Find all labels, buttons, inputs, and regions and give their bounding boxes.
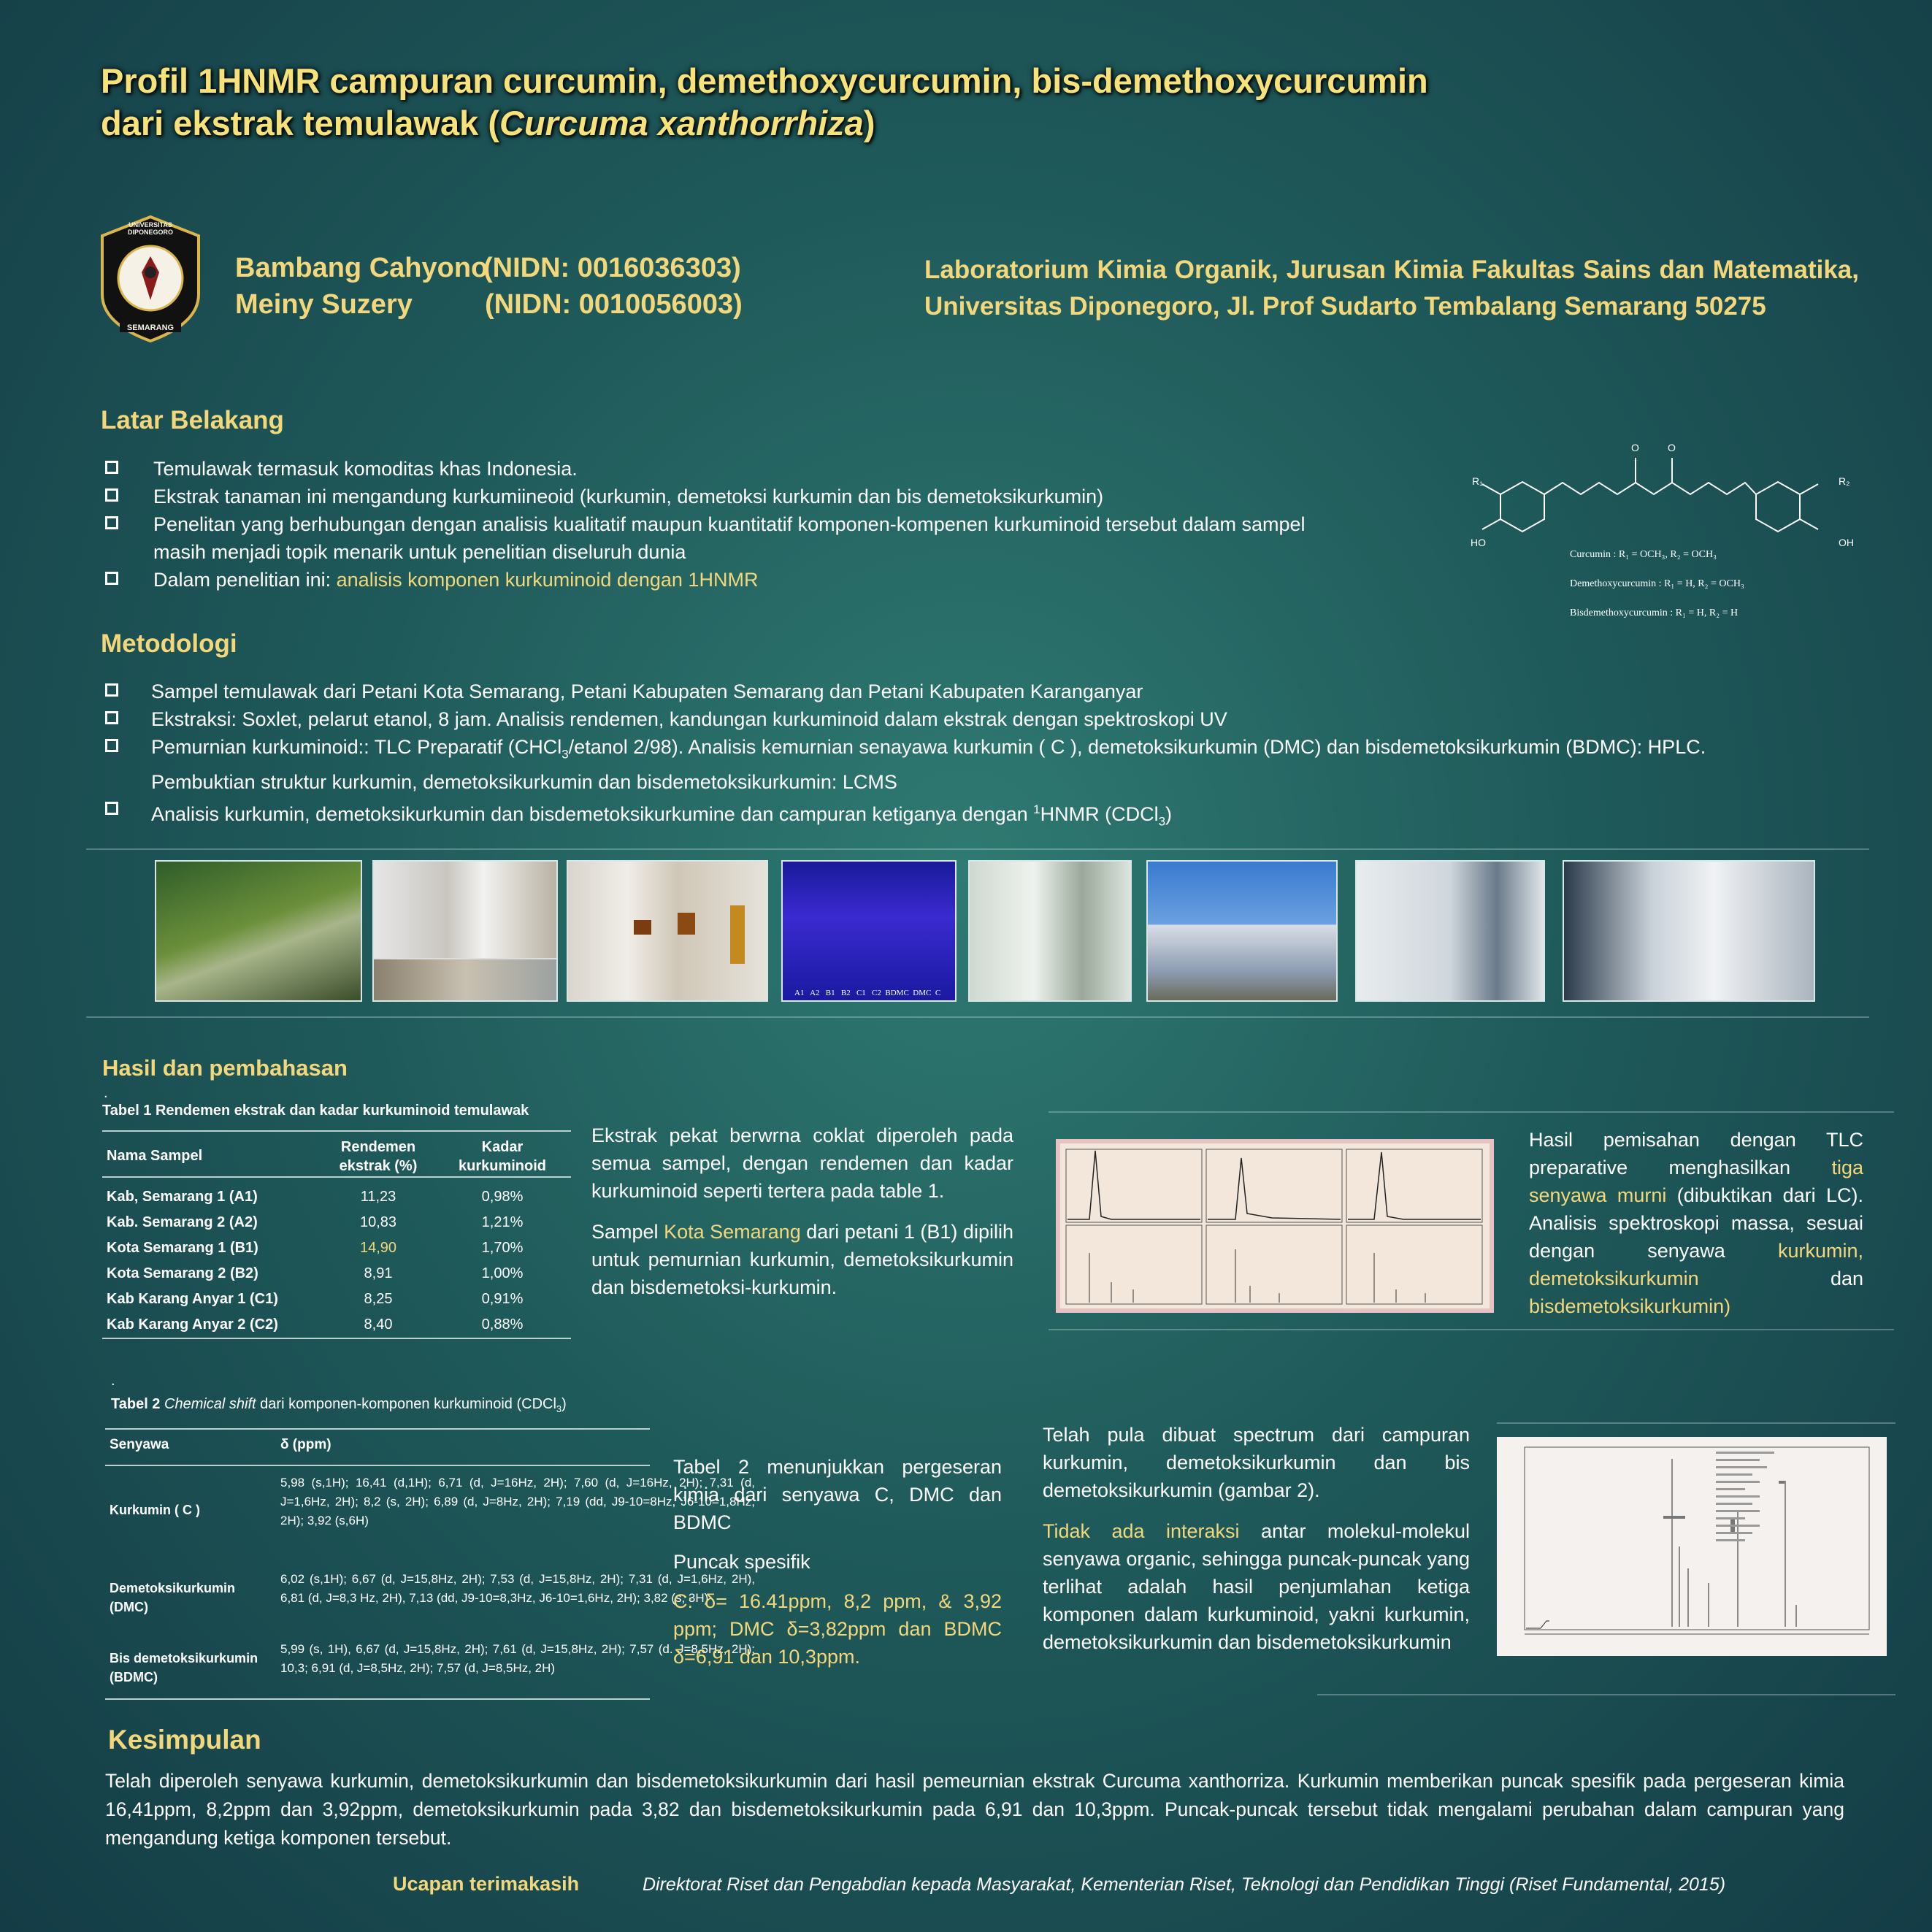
table1-header: Kadar kurkuminoid: [458, 1138, 546, 1174]
photo-hplc-glassware: [968, 860, 1132, 1002]
divider: [86, 1016, 1869, 1018]
table-row: Kota Semarang 2 (B2) 8,91 1,00%: [107, 1265, 524, 1281]
column-band: [634, 920, 651, 935]
list-item: Analisis kurkumin, demetoksikurkumin dan bisdemetoksikurkumine dan campuran ketiganya dengan $^1$HNMR (CDCl$_3$): [102, 796, 1767, 835]
table2-caption: Tabel 2 Chemical shift dari komponen-komponen kurkuminoid (CDCl$_3$): [111, 1396, 567, 1414]
structure-drawing: [1460, 442, 1869, 551]
hplc-chromatogram-figure: [1056, 1139, 1494, 1313]
results-text-4: Telah pula dibuat spectrum dari campuran kurkumin, demetoksikurkumin dan bis demetoksikurkumin (gambar 2). Tidak ada interaksi antar molekul-molekul senyawa organic, sehingga puncak-puncak yang terlihat adalah hasil penjumlahan ketiga komponen dalam kurkuminoid, yakni kurkumin, demetoksikurkumin dan bisdemetoksikurkumin: [1043, 1424, 1470, 1653]
table-row: Kab. Semarang 2 (A2) 10,83 1,21%: [107, 1214, 524, 1230]
acknowledgement-label: Ucapan terimakasih: [393, 1873, 580, 1895]
table-row: Kab Karang Anyar 2 (C2) 8,40 0,88%: [107, 1316, 524, 1333]
divider: [86, 848, 1869, 850]
checkbox-bullet-icon: [105, 802, 118, 815]
table-row: Kota Semarang 1 (B1) 14,90 1,70%: [107, 1240, 524, 1256]
hydroxyl-label: OH: [1839, 537, 1854, 548]
dot: .: [111, 1373, 115, 1389]
oxygen-label: O: [1631, 442, 1639, 453]
list-item: Temulawak termasuk komoditas khas Indonesia.: [102, 455, 1358, 483]
authors: [235, 250, 819, 323]
chromatogram-panels: [1060, 1143, 1490, 1308]
acknowledgement-text: Direktorat Riset dan Pengabdian kepada Masyarakat, Kementerian Riset, Teknologi dan Pendidikan Tinggi (Riset Fundamental, 2015): [643, 1874, 1726, 1895]
photo-building: [1146, 860, 1338, 1002]
section-background-heading: Latar Belakang: [101, 406, 284, 434]
title-line-1: Profil 1HNMR campuran curcumin, demethoxycurcumin, bis-demethoxycurcumin: [101, 61, 1428, 100]
table1-rule-top: [102, 1130, 571, 1132]
table2-header: Senyawa: [110, 1437, 169, 1452]
curcuminoid-structure: [1460, 442, 1869, 617]
table2-rule-bottom: [105, 1698, 650, 1700]
author-1: Bambang Cahyono (NIDN: 0016036303): [235, 253, 741, 283]
table1: [102, 1136, 571, 1338]
r1-label: R₁: [1472, 475, 1483, 487]
table1-caption: Tabel 1 Rendemen ekstrak dan kadar kurkuminoid temulawak: [102, 1103, 529, 1119]
title-line-2: dari ekstrak temulawak (Curcuma xanthorrhiza): [101, 104, 875, 142]
divider: [1317, 1694, 1895, 1695]
table-row: Kab Karang Anyar 1 (C1) 8,25 0,91%: [107, 1291, 524, 1307]
list-item: Ekstrak tanaman ini mengandung kurkumiineoid (kurkumin, demetoksi kurkumin dan bis demetoksikurkumin): [102, 483, 1358, 510]
structure-legend: Curcumin : R₁ = OCH₃, R₂ = OCH₃ Demethoxycurcumin : R₁ = H, R₂ = OCH₃ Bisdemethoxycurcumin : R₁ = H, R₂ = H: [1570, 549, 1744, 618]
checkbox-bullet-icon: [105, 488, 118, 502]
divider: [1049, 1111, 1894, 1113]
photo-inset: [374, 958, 558, 1002]
results-text-3: Tabel 2 menunjukkan pergeseran kimia dari senyawa C, DMC dan BDMC Puncak spesifik C: δ= 16.41ppm, 8,2 ppm, & 3,92 ppm; DMC δ=3,82ppm dan BDMC δ=6,91 dan 10,3ppm.: [673, 1456, 1002, 1668]
nmr-spectrum-figure: [1497, 1437, 1887, 1656]
tlc-lane-labels: A1 A2 B1 B2 C1 C2 BDMC DMC C: [794, 989, 941, 997]
affiliation: Laboratorium Kimia Organik, Jurusan Kimia Fakultas Sains dan Matematika, Universitas Diponegoro, Jl. Prof Sudarto Tembalang Semarang 50275: [924, 256, 1859, 321]
divider: [1497, 1422, 1895, 1424]
nmr-spectrum-plot: [1497, 1437, 1887, 1656]
table-row: Demetoksikurkumin (DMC) 6,02 (s,1H); 6,67 (d, J=15,8Hz, 2H); 7,53 (d, J=15,8Hz, 2H); 7,31 (d, J=1,6Hz, 2H), 6,81 (d, J=8,3 Hz, 2H), 7,13 (dd, J9-10=8,3Hz, J6-10=1,6Hz, 2H); 3,82 (s, 3H): [110, 1572, 755, 1614]
table1-header: Rendemen ekstrak (%): [339, 1138, 418, 1174]
logo-text-top: UNIVERSITAS DIPONEGORO: [127, 221, 173, 236]
r2-label: R₂: [1839, 475, 1850, 487]
table2-rule-top: [105, 1428, 650, 1430]
list-item: Sampel temulawak dari Petani Kota Semarang, Petani Kabupaten Semarang dan Petani Kabupaten Karanganyar: [102, 678, 1767, 705]
section-methods-heading: Metodologi: [101, 629, 237, 658]
table-row: Kab, Semarang 1 (A1) 11,23 0,98%: [107, 1189, 524, 1205]
column-band: [678, 913, 695, 935]
author-2: Meiny Suzery (NIDN: 0010056003): [235, 289, 743, 320]
table2-header: δ (ppm): [280, 1437, 331, 1452]
section-results-heading: Hasil dan pembahasan: [102, 1055, 348, 1081]
checkbox-bullet-icon: [105, 461, 118, 474]
photo-rotary-evaporator: [1355, 860, 1545, 1002]
checkbox-bullet-icon: [105, 711, 118, 724]
section-conclusion-heading: Kesimpulan: [108, 1725, 261, 1755]
checkbox-bullet-icon: [105, 739, 118, 752]
logo-text-bottom: SEMARANG: [126, 323, 175, 332]
results-text-2: Hasil pemisahan dengan TLC preparative menghasilkan tiga senyawa murni (dibuktikan dari LC). Analisis spektroskopi massa, sesuai dengan senyawa kurkumin, demetoksikurkumin dan bisdemetoksikurkumin): [1529, 1129, 1863, 1317]
list-item: Penelitan yang berhubungan dengan analisis kualitatif maupun kuantitatif komponen-kompenen kurkuminoid tersebut dalam sampel masih menjadi topik menarik untuk penelitian diseluruh dunia: [102, 510, 1358, 566]
photo-columns: [567, 860, 768, 1002]
methods-list: [102, 678, 1767, 836]
table-row: Kurkumin ( C ) 5,98 (s,1H); 16,41 (d,1H); 6,71 (d, J=16Hz, 2H); 7,60 (d, J=16Hz, 2H); 7,31 (d, J=1,6Hz, 2H); 8,2 (s, 2H); 6,89 (d, J=8Hz, 2H); 7,19 (dd, J9-10=8Hz, J6-10=1,8Hz, 2H); 3,92 (s,6H): [110, 1476, 755, 1527]
table2-rule-mid: [105, 1465, 650, 1466]
table1-rule-bottom: [102, 1338, 571, 1339]
poster-title: [101, 60, 1780, 145]
background-list: [102, 455, 1358, 594]
table1-header: Nama Sampel: [107, 1148, 203, 1164]
photo-soxhlet-setup: [372, 860, 558, 1002]
photo-field-sampling: [155, 860, 362, 1002]
checkbox-bullet-icon: [105, 572, 118, 585]
dot: .: [104, 1085, 108, 1101]
photo-tlc-plate: [781, 860, 957, 1002]
list-item: Dalam penelitian ini: analisis komponen kurkuminoid dengan 1HNMR: [102, 566, 1358, 594]
checkbox-bullet-icon: [105, 516, 118, 529]
university-logo: [96, 214, 204, 344]
table-row: Bis demetoksikurkumin (BDMC) 5,99 (s, 1H), 6,67 (d, J=15,8Hz, 2H); 7,61 (d, J=15,8Hz, 2H); 7,57 (d. J=8,5Hz, 2H); 10,3; 6,91 (d, J=8,5Hz, 2H); 7,57 (d, J=8,5Hz, 2H): [110, 1642, 755, 1684]
hydroxyl-label: HO: [1471, 537, 1486, 548]
divider: [1049, 1329, 1894, 1330]
oxygen-label: O: [1668, 442, 1676, 453]
photo-lab-computer: [1563, 860, 1815, 1002]
checkbox-bullet-icon: [105, 683, 118, 697]
list-item: Ekstraksi: Soxlet, pelarut etanol, 8 jam. Analisis rendemen, kandungan kurkuminoid dalam ekstrak dengan spektroskopi UV: [102, 705, 1767, 733]
results-text-1: Ekstrak pekat berwrna coklat diperoleh pada semua sampel, dengan rendemen dan kadar kurkuminoid seperti tertera pada table 1. Sampel Kota Semarang dari petani 1 (B1) dipilih untuk pemurnian kurkumin, demetoksikurkumin dan bisdemetoksi-kurkumin.: [591, 1124, 1013, 1298]
conclusion-text: Telah diperoleh senyawa kurkumin, demetoksikurkumin dan bisdemetoksikurkumin dari hasil pemeurnian ekstrak Curcuma xanthorriza. Kurkumin memberikan puncak spesifik pada pergeseran kimia 16,41ppm, 8,2ppm dan 3,92ppm, demetoksikurkumin pada 3,82 dan bisdemetoksikurkumin pada 6,91 dan 10,3ppm. Puncak-puncak tersebut tidak mengalami perubahan dalam campuran yang mengandung ketiga komponen tersebut.: [105, 1770, 1844, 1849]
column-band: [730, 905, 745, 964]
list-item: Pemurnian kurkuminoid:: TLC Preparatif (CHCl$_3$/etanol 2/98). Analisis kemurnian senayawa kurkumin ( C ), demetoksikurkumin (DMC) dan bisdemetoksikurkumin (BDMC): HPLC. Pembuktian struktur kurkumin, demetoksikurkumin dan bisdemetoksikurkumin: LCMS: [102, 733, 1767, 796]
